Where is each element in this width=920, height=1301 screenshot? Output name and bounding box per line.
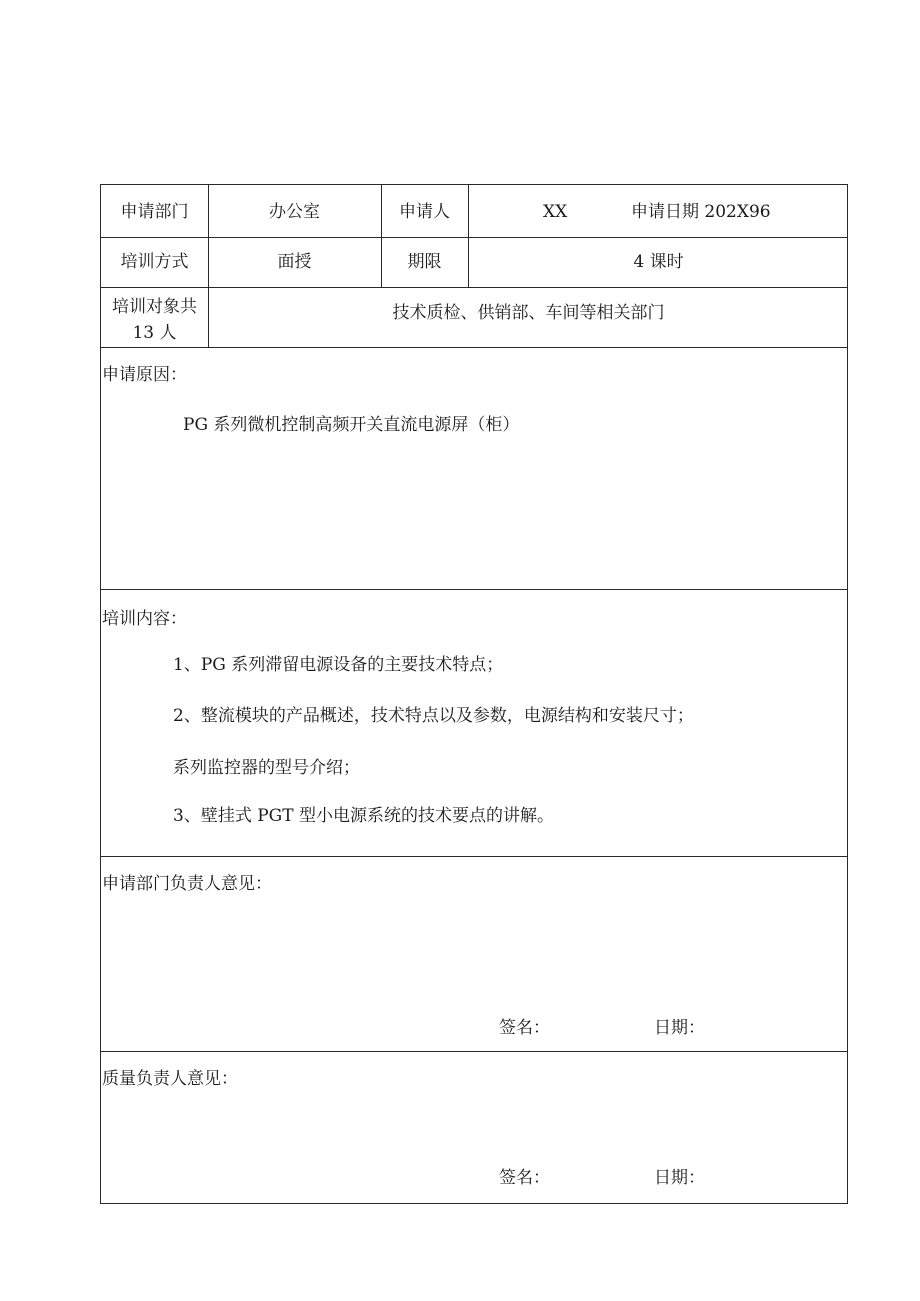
application-date: 申请日期 202X96 [631,202,771,222]
method-value: 面授 [277,252,312,272]
row-divider [101,856,847,857]
row-divider [101,237,847,238]
dept-opinion-label: 申请部门负责人意见： [102,874,272,894]
period-value: 4 课时 [633,252,684,272]
dept-label: 申请部门 [120,202,189,222]
target-label-line1: 培训对象共 [112,297,197,317]
reason-label: 申请原因： [102,365,187,385]
row-divider [101,347,847,348]
content-item: 1、PG 系列滞留电源设备的主要技术特点； [173,655,504,675]
dept-sign-label: 签名： [499,1018,550,1038]
content-item: 2、整流模块的产品概述，技术特点以及参数，电源结构和安装尺寸； [173,706,694,726]
dept-value: 办公室 [269,202,320,222]
content-item: 3、壁挂式 PGT 型小电源系统的技术要点的讲解。 [173,806,554,826]
period-label: 期限 [407,252,442,272]
content-item: 系列监控器的型号介绍； [173,758,360,778]
reason-text: PG 系列微机控制高频开关直流电源屏（柜） [183,415,520,435]
content-label: 培训内容： [102,609,187,629]
dept-date-label: 日期： [654,1018,705,1038]
row-divider [101,589,847,590]
row-divider [101,1051,847,1052]
applicant-label: 申请人 [399,202,450,222]
applicant-value: XX [543,202,568,222]
target-label-line2: 13 人 [132,323,177,343]
target-value: 技术质检、供销部、车间等相关部门 [392,303,665,323]
training-application-form [100,184,848,1204]
quality-date-label: 日期： [654,1168,705,1188]
quality-opinion-label: 质量负责人意见： [102,1069,238,1089]
quality-sign-label: 签名： [499,1168,550,1188]
row-divider [101,287,847,288]
method-label: 培训方式 [120,252,189,272]
